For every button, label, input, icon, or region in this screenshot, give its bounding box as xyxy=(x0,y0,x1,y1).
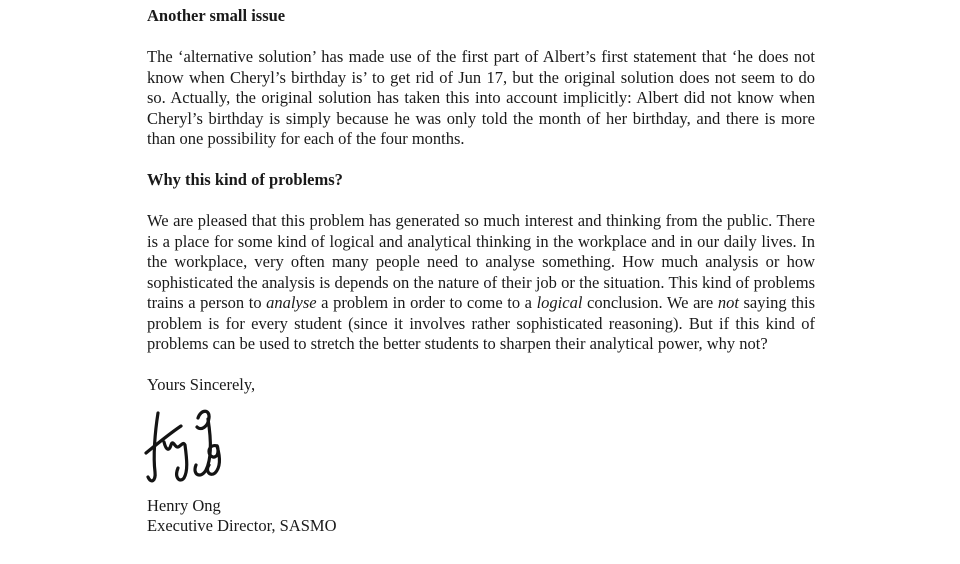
signatory-name: Henry Ong xyxy=(147,495,221,515)
paragraph-why-problems xyxy=(147,211,815,355)
section-heading-another-small-issue: Another small issue xyxy=(147,6,286,25)
paragraph-segment-italic: logical xyxy=(536,293,583,312)
signature-block xyxy=(147,406,815,496)
letter-content xyxy=(147,6,815,537)
paragraph-segment: We are pleased that this problem has generated so much interest and thinking from the public. There is a place for some kind of logical and analytical thinking in the workplace and in our daily lives. In the workplace, very often many people need to analyse something. How much analysis or how sophisticated the analysis is depends on the nature of their job or the situation. This kind of problems trains a person to xyxy=(147,211,815,312)
signatory-title: Executive Director, SASMO xyxy=(147,516,337,535)
paragraph-segment-italic: analyse xyxy=(266,293,317,312)
section-heading-why-this-kind-of-problems: Why this kind of problems? xyxy=(147,170,343,189)
paragraph-segment: conclusion. We are xyxy=(582,293,718,312)
closing-salutation: Yours Sincerely, xyxy=(147,375,256,394)
paragraph-alternative-solution: The ‘alternative solution’ has made use of the first part of Albert’s first statement that ‘he does not know when Cheryl’s birthday is’ to get rid of Jun 17, but the original solution does not seem to do so. Actually, the original solution has taken this into account implicitly: Albert did not know when Cheryl’s birthday is simply because he was only told the month of her birthday, and there is more than one possibility for each of the four months. xyxy=(147,47,815,148)
handwritten-signature-icon xyxy=(143,406,225,490)
paragraph-segment: a problem in order to come to a xyxy=(316,293,537,312)
paragraph-segment-italic: not xyxy=(717,293,739,312)
paragraph-segment: saying this problem is for every student (since it involves rather sophisticated reasoning). But if this kind of problems can be used to stretch the better students to sharpen their analytical power, why not? xyxy=(147,293,816,353)
